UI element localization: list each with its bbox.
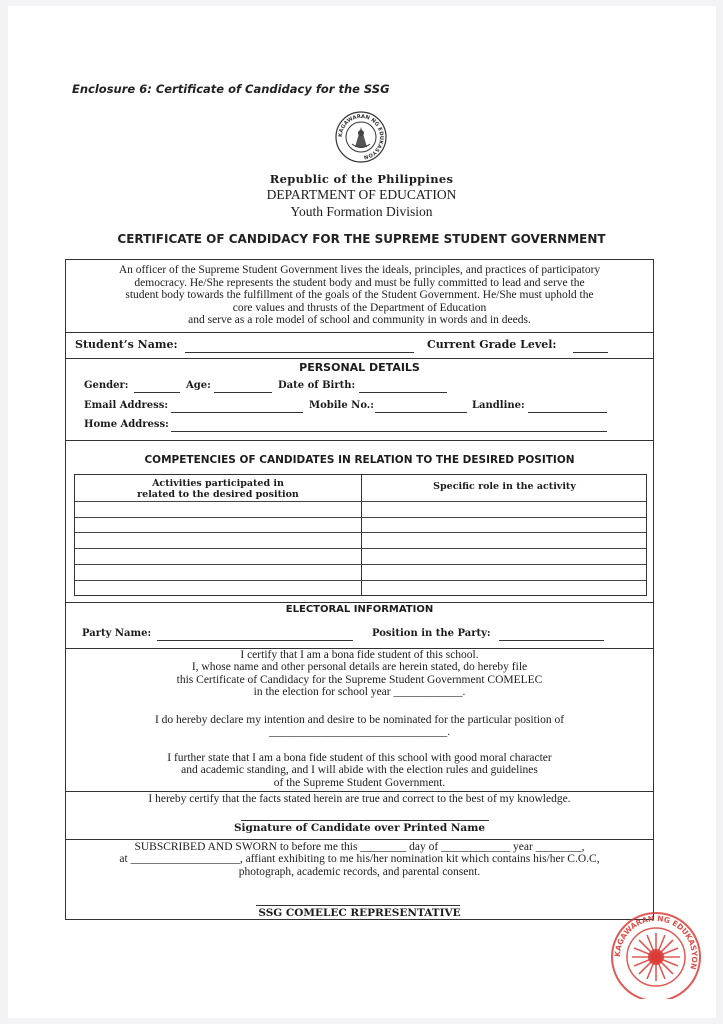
seal-text: KAGAWARAN NG EDUKASYON [337, 113, 385, 160]
email-label: Email Address: [84, 400, 169, 411]
table-row[interactable] [75, 564, 646, 565]
certify-line: I further state that I am a bona fide student of this school with good moral character [167, 752, 552, 764]
division-heading: Youth Formation Division [290, 204, 433, 219]
party-name-label: Party Name: [82, 628, 152, 639]
role-column-header: Specific role in the activity [433, 481, 576, 492]
grade-level-label: Current Grade Level: [427, 338, 557, 351]
personal-details-title: PERSONAL DETAILS [299, 361, 420, 374]
sworn-line: at ___________________, affiant exhibiting to me his/her nomination kit which contains his/her C.O.C, [119, 853, 600, 866]
certify-line: I certify that I am a bona fide student of this school. [240, 649, 479, 661]
certify-line: of the Supreme Student Government. [273, 776, 446, 789]
email-field[interactable] [171, 412, 303, 413]
landline-field[interactable] [528, 412, 607, 413]
header-line: related to the desired position [137, 489, 299, 500]
intro-paragraph [70, 264, 649, 327]
mobile-label: Mobile No.: [309, 400, 374, 411]
sunburst-seal-icon [600, 903, 712, 999]
column-divider [361, 475, 362, 595]
divider [66, 602, 653, 603]
certificate-title: CERTIFICATE OF CANDIDACY FOR THE SUPREME STUDENT GOVERNMENT [117, 232, 606, 246]
divider [66, 440, 653, 441]
dob-label: Date of Birth: [278, 380, 356, 391]
student-name-field[interactable] [185, 352, 414, 353]
divider [66, 332, 653, 333]
candidate-signature-line[interactable] [241, 820, 489, 821]
certification-paragraph [66, 649, 653, 699]
comelec-signature-line[interactable] [256, 905, 460, 906]
party-name-field[interactable] [157, 640, 353, 641]
candidacy-form [65, 259, 654, 920]
certify-line: I do hereby declare my intention and desire to be nominated for the particular position of [154, 714, 565, 726]
certify-line: and academic standing, and I will abide with the election rules and guidelines [181, 764, 538, 777]
candidate-signature-label: Signature of Candidate over Printed Name [233, 822, 486, 834]
intro-line: core values and thrusts of the Department of Education [232, 301, 487, 314]
header-line: Activities participated in [152, 478, 284, 489]
table-row[interactable] [75, 580, 646, 581]
certify-line: I, whose name and other personal details are herein stated, do hereby file [191, 661, 528, 674]
divider [66, 839, 653, 840]
enclosure-label: Enclosure 6: Certificate of Candidacy for the SSG [72, 82, 390, 96]
party-position-field[interactable] [499, 640, 604, 641]
table-row[interactable] [75, 501, 646, 502]
certify-line: in the election for school year ____________. [253, 686, 466, 699]
competencies-table [74, 474, 647, 596]
deped-seal-icon [335, 111, 387, 163]
stamp-text: KAGAWARAN NG EDUKASYON [612, 913, 700, 971]
position-blank[interactable]: _______________________________. [268, 726, 451, 739]
age-label: Age: [186, 380, 211, 391]
divider [66, 791, 653, 792]
table-row[interactable] [75, 532, 646, 533]
republic-heading: Republic of the Philippines [269, 172, 454, 186]
gender-field[interactable] [134, 392, 180, 393]
intro-line: democracy. He/She represents the student body and must be fully committed to lead and serve the [134, 276, 585, 289]
electoral-info-title: ELECTORAL INFORMATION [285, 604, 434, 615]
table-row[interactable] [75, 548, 646, 549]
intro-line: An officer of the Supreme Student Government lives the ideals, principles, and practices of participatory [118, 264, 601, 276]
department-heading: DEPARTMENT OF EDUCATION [266, 187, 457, 202]
student-name-label: Student’s Name: [75, 338, 178, 351]
comelec-representative-label: SSG COMELEC REPRESENTATIVE [258, 907, 461, 919]
sworn-line: photograph, academic records, and parental consent. [238, 865, 481, 878]
nomination-declaration [66, 714, 653, 739]
truth-statement: I hereby certify that the facts stated herein are true and correct to the best of my knowledge. [148, 793, 571, 805]
sworn-statement [66, 841, 653, 878]
landline-label: Landline: [472, 400, 525, 411]
table-row[interactable] [75, 517, 646, 518]
certify-line: this Certificate of Candidacy for the Supreme Student Government COMELEC [176, 673, 543, 686]
gender-label: Gender: [84, 380, 129, 391]
sworn-line: SUBSCRIBED AND SWORN to before me this ________ day of ____________ year ________, [134, 841, 585, 853]
grade-level-field[interactable] [573, 352, 608, 353]
activities-column-header [75, 478, 361, 500]
party-position-label: Position in the Party: [372, 628, 491, 639]
mobile-field[interactable] [375, 412, 467, 413]
age-field[interactable] [214, 392, 272, 393]
home-address-field[interactable] [171, 431, 607, 432]
home-address-label: Home Address: [84, 419, 169, 430]
dob-field[interactable] [359, 392, 447, 393]
competencies-title: COMPETENCIES OF CANDIDATES IN RELATION TO THE DESIRED POSITION [144, 454, 575, 466]
intro-line: student body towards the fulfillment of the goals of the Student Government. He/She must uphold the [125, 289, 594, 302]
moral-character-statement [66, 752, 653, 789]
intro-line: and serve as a role model of school and community in words and in deeds. [188, 314, 531, 327]
divider [66, 358, 653, 359]
